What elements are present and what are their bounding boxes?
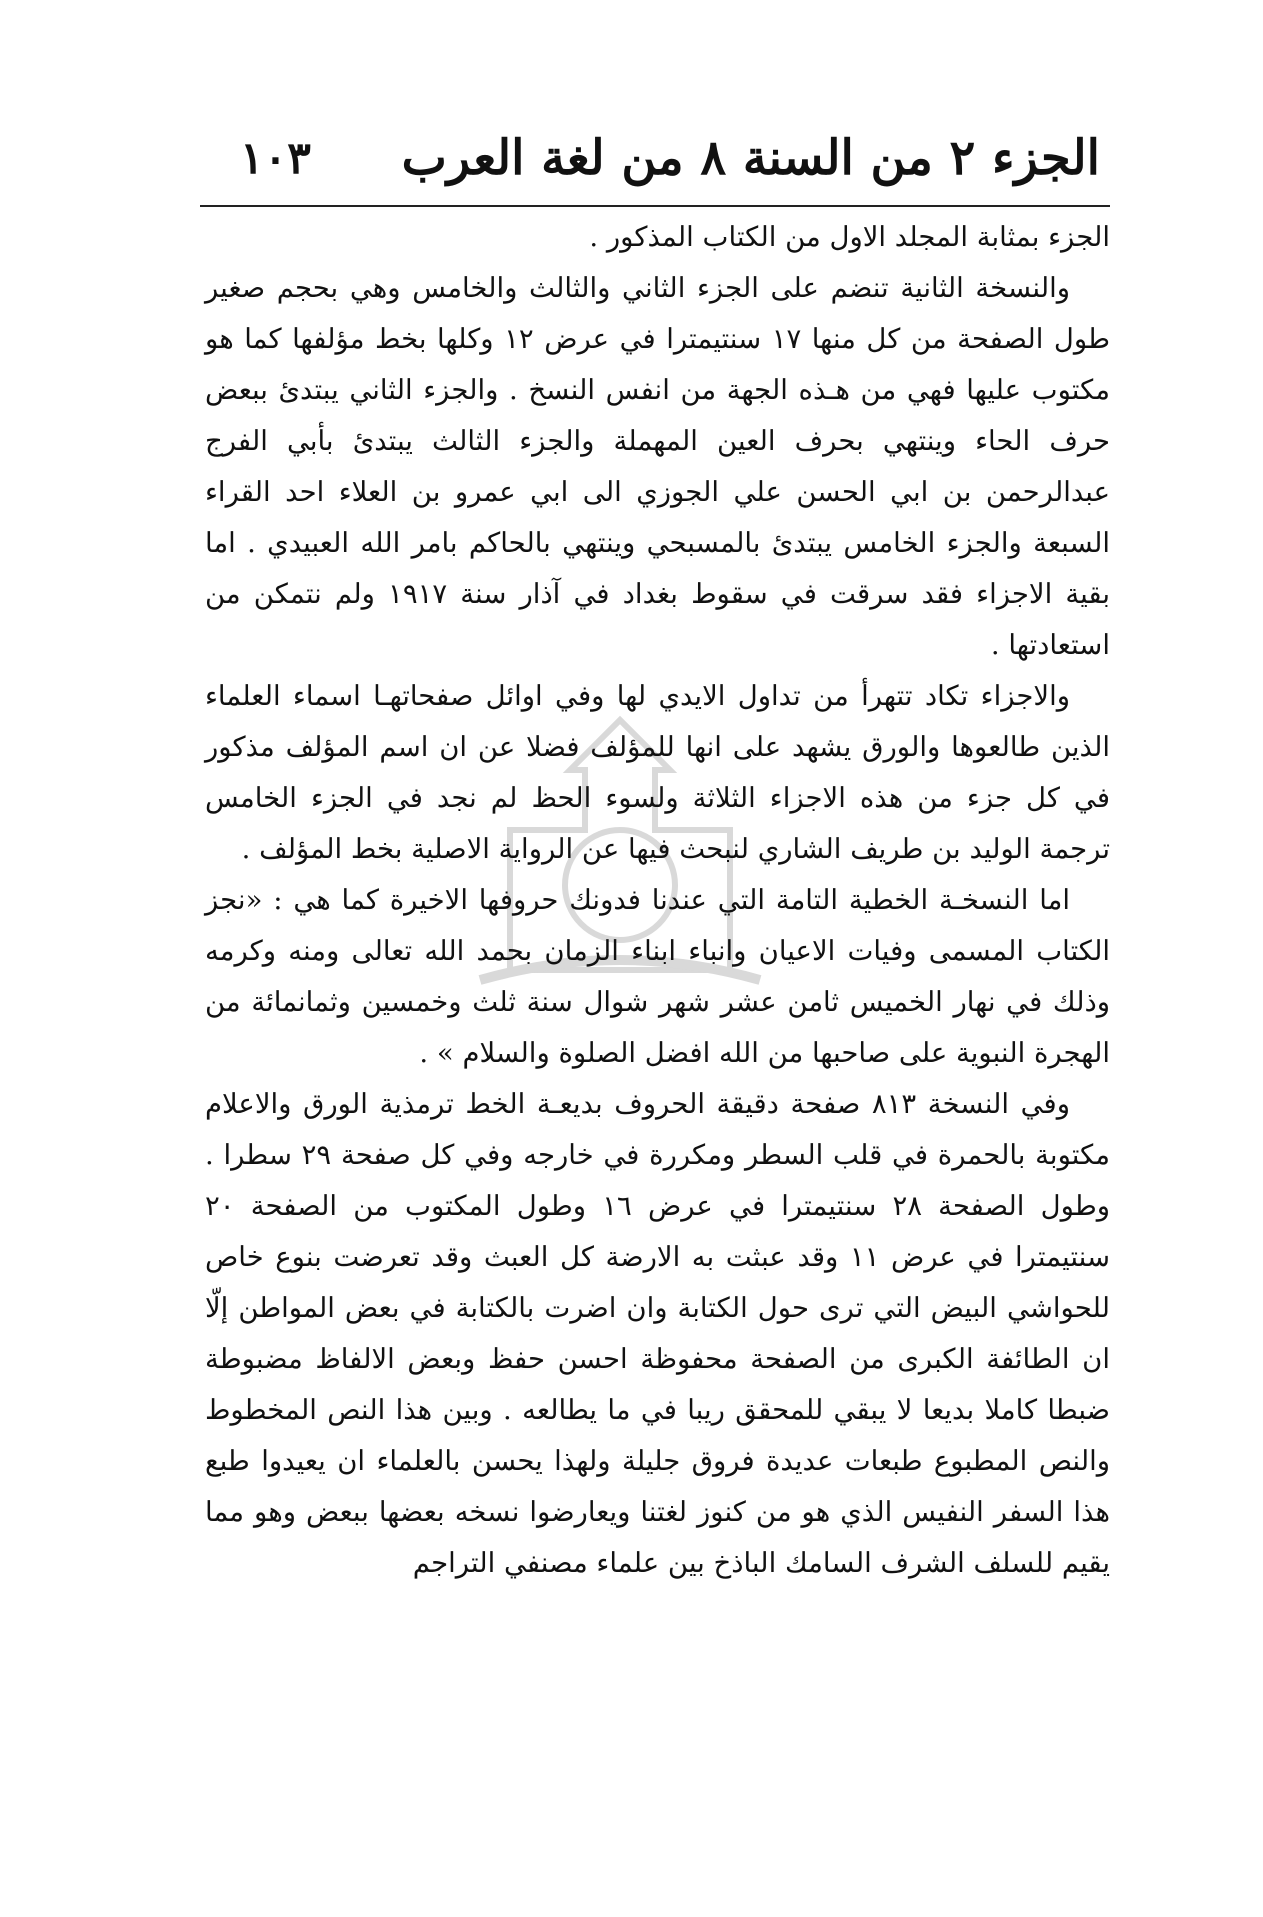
paragraph: الجزء بمثابة المجلد الاول من الكتاب المذكور . xyxy=(589,221,1110,253)
paragraph: والنسخة الثانية تنضم على الجزء الثاني والثالث والخامس وهي بحجم صغير طول الصفحة من كل منها ١٧ سنتيمترا في عرض ١٢ وكلها بخط مؤلفها كما هو مكتوب عليها فهي من هـذه الجهة من انفس النسخ . والجزء الثاني يبتدئ ببعض حرف الحاء وينتهي بحرف العين المهملة والجزء الثالث يبتدئ بأبي الفرج عبدالرحمن بن ابي الحسن علي الجوزي الى ابي عمرو بن العلاء احد القراء السبعة والجزء الخامس يبتدئ بالمسبحي وينتهي بالحاكم بامر الله العبيدي . اما بقية الاجزاء فقد سرقت في سقوط بغداد في آذار سنة ١٩١٧ ولم نتمكن من استعادتها . xyxy=(205,272,1110,661)
body-text xyxy=(205,212,1110,1589)
page-header xyxy=(200,118,1100,198)
paragraph: اما النسخـة الخطية التامة التي عندنا فدونك حروفها الاخيرة كما هي : «نجز الكتاب المسمى وفيات الاعيان وانباء ابناء الزمان بحمد الله تعالى ومنه وكرمه وذلك في نهار الخميس ثامن عشر شهر شوال سنة ثلث وخمسين وثمانمائة من الهجرة النبوية على صاحبها من الله افضل الصلوة والسلام » . xyxy=(205,884,1110,1069)
paragraph: والاجزاء تكاد تتهرأ من تداول الايدي لها وفي اوائل صفحاتهـا اسماء العلماء الذين طالعوها والورق يشهد على انها للمؤلف فضلا عن ان اسم المؤلف مذكور في كل جزء من هذه الاجزاء الثلاثة ولسوء الحظ لم نجد في الجزء الخامس ترجمة الوليد بن طريف الشاري لنبحث فيها عن الرواية الاصلية بخط المؤلف . xyxy=(205,680,1110,865)
running-title: الجزء ٢ من السنة ٨ من لغة العرب xyxy=(401,130,1100,186)
paragraph: وفي النسخة ٨١٣ صفحة دقيقة الحروف بديعـة الخط ترمذية الورق والاعلام مكتوبة بالحمرة في قلب السطر ومكررة في خارجه وفي كل صفحة ٢٩ سطرا . وطول الصفحة ٢٨ سنتيمترا في عرض ١٦ وطول المكتوب من الصفحة ٢٠ سنتيمترا في عرض ١١ وقد عبثت به الارضة كل العبث وقد تعرضت بنوع خاص للحواشي البيض التي ترى حول الكتابة وان اضرت بالكتابة في بعض المواطن إلّا ان الطائفة الكبرى من الصفحة محفوظة احسن حفظ وبعض الالفاظ مضبوطة ضبطا كاملا بديعا لا يبقي للمحقق ريبا في ما يطالعه . وبين هذا النص المخطوط والنص المطبوع طبعات عديدة فروق جليلة ولهذا يحسن بالعلماء ان يعيدوا طبع هذا السفر النفيس الذي هو من كنوز لغتنا ويعارضوا نسخه بعضها ببعض وهو مما يقيم للسلف الشرف السامك الباذخ بين علماء مصنفي التراجم xyxy=(205,1088,1111,1579)
header-rule xyxy=(200,205,1110,207)
page-number: ١٠٣ xyxy=(240,132,311,184)
